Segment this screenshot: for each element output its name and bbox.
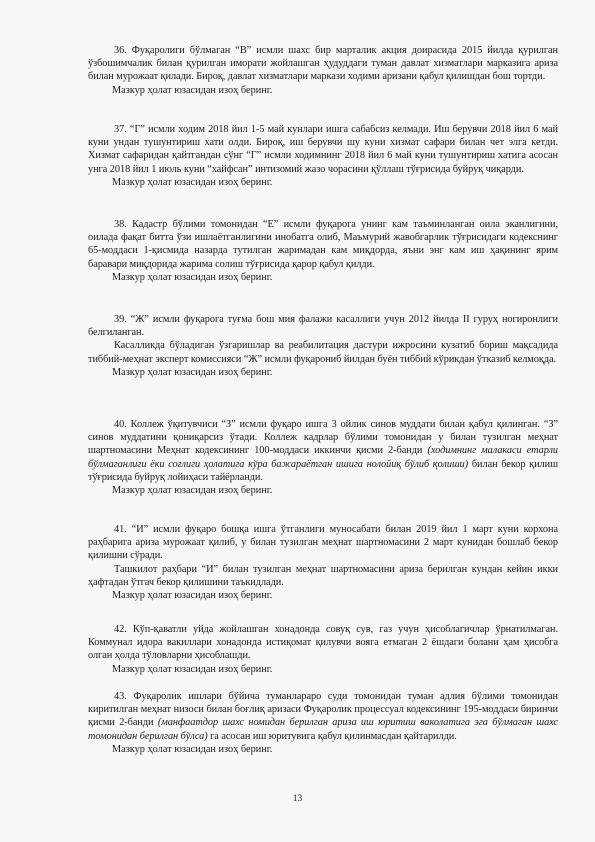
text-run: 38. Кадастр бўлими томонидан “Е” исмли фуқарога унинг кам таъминланган оила эканлигини, оилада фақат битта ўзи ишлаётганлигини инобатга олиб, Маъмурий жавобгарлик тўғрисидаги кодекснинг 65-моддаси 1-қисмида назарда тутилган жаримадан кам миқдорда, яъни энг кам иш ҳақининг ярим баравари миқдорида жарима солиш тўғрисида қарор қабул қилди. bbox=[88, 219, 558, 270]
text-run: га асосан иш юритувига қабул қилинмасдан қайтарилди. bbox=[207, 730, 457, 742]
task-paragraph bbox=[88, 339, 558, 365]
task-instruction: Мазкур ҳолат юзасидан изоҳ беринг. bbox=[112, 743, 273, 755]
task-paragraph bbox=[88, 123, 558, 176]
task-42 bbox=[88, 623, 558, 676]
task-paragraph bbox=[88, 690, 558, 743]
text-run: Касалликда бўладиган ўзгаришлар ва реабилитация дастури ижросини кузатиб бориш мақсадида тиббий-меҳнат эксперт комиссияси “Ж” исмли фуқарониб йилдан буён тиббий кўрикдан ўтказиб келмоқда. bbox=[88, 340, 558, 365]
text-run: 42. Кўп-қаватли уйда жойлашган хонадонда совуқ сув, газ учун ҳисоблагичлар ўрнатилмаган. Коммунал идора вакиллари хонадонда истиқомат қилувчи вояга етмаган 2 ёшдаги болани ҳам ҳисобга олган ҳолда тўловларни ҳисоблашди. bbox=[88, 624, 558, 662]
task-paragraph bbox=[88, 563, 558, 589]
text-run: 41. “И” исмли фуқаро бошқа ишга ўтганлиги муносабати билан 2019 йил 1 март куни корхона раҳбарига ариза мурожаат қилиб, у билан тузилган меҳнат шартномасини 2 март кунидан бошлаб бекор қилишни сўради. bbox=[88, 524, 558, 562]
task-38 bbox=[88, 218, 558, 284]
task-instruction: Мазкур ҳолат юзасидан изоҳ беринг. bbox=[112, 176, 273, 188]
task-paragraph bbox=[88, 313, 558, 339]
task-paragraph bbox=[88, 218, 558, 271]
italic-text: (ходимнинг малакаси етарли бўлмаганлиги ёки соғлиги ҳолатига кўра бажараётган ишига нолойиқ бўлиб қолиши) bbox=[88, 445, 558, 470]
task-instruction: Мазкур ҳолат юзасидан изоҳ беринг. bbox=[112, 366, 273, 378]
task-instruction: Мазкур ҳолат юзасидан изоҳ беринг. bbox=[112, 485, 273, 497]
task-40 bbox=[88, 418, 558, 497]
italic-text: (манфаатдор шахс номидан берилган ариза иш юритиш ваколатига эга бўлмаган шахс томонидан берилган бўлса) bbox=[88, 717, 558, 742]
task-37 bbox=[88, 123, 558, 189]
task-39 bbox=[88, 313, 558, 379]
text-run: Ташкилот раҳбари “И” билан тузилган меҳнат шартномасини ариза берилган кундан кейин икки ҳафтадан ўтгач бекор қилишини таъкидлади. bbox=[88, 563, 558, 588]
text-run: 39. “Ж” исмли фуқарога туғма бош мия фалажи касаллиги учун 2012 йилда II гуруҳ ногиронлиги белгиланган. bbox=[88, 314, 558, 339]
text-run: 37. “Г” исмли ходим 2018 йил 1-5 май кунлари ишга сабабсиз келмади. Иш берувчи 2018 йил 6 май куни ундан тушунтириш хати олди. Бироқ, иш берувчи шу куни хизмат сафари билан чет элга кетди. Хизмат сафаридан қайтгандан сўнг “Г” исмли ходимнинг 2018 йил 6 май куни тушунтириш хатига асосан унга 2018 йил 1 июль куни “хайфсан” интизомий жазо чорасини қўллаш тўғрисида буйруқ чиқарди. bbox=[88, 124, 558, 175]
task-36 bbox=[88, 44, 558, 97]
task-41 bbox=[88, 523, 558, 602]
task-43 bbox=[88, 690, 558, 756]
text-run: 40. Коллеж ўқитувчиси “З” исмли фуқаро ишга 3 ойлик синов муддати билан қабул қилинган. “З” синов муддатини қониқарсиз ўтади. Коллеж кадрлар бўлими томонидан у билан тузилган меҳнат шартномасини Меҳнат кодексининг 100-моддаси иккинчи қисми 2-банди bbox=[88, 419, 558, 457]
task-paragraph bbox=[88, 623, 558, 663]
task-instruction: Мазкур ҳолат юзасидан изоҳ беринг. bbox=[112, 84, 273, 96]
task-instruction: Мазкур ҳолат юзасидан изоҳ беринг. bbox=[112, 663, 273, 675]
task-paragraph bbox=[88, 418, 558, 484]
text-run: 36. Фуқаролиги бўлмаган “В” исмли шахс бир марталик акция доирасида 2015 йилда қурилган ўзбошимчалик билан қурилган иморати жойлашган ҳудуддаги туман давлат хизматлари марказига ариза билан мурожаат қилади. Бироқ, давлат хизматлари маркази ходими аризани қабул қилишдан бош тортди. bbox=[88, 45, 558, 83]
page-number: 13 bbox=[292, 794, 303, 804]
task-instruction: Мазкур ҳолат юзасидан изоҳ беринг. bbox=[112, 271, 273, 283]
text-run: 43. Фуқаролик ишлари бўйича туманлараро суди томонидан туман адлия бўлими томонидан киритилган меҳнат низоси билан боғлиқ аризаси Фуқаролик процессуал кодексининг 195-моддаси биринчи қисми 2-банди bbox=[88, 691, 558, 729]
task-paragraph bbox=[88, 44, 558, 84]
task-paragraph bbox=[88, 523, 558, 563]
task-instruction: Мазкур ҳолат юзасидан изоҳ беринг. bbox=[112, 590, 273, 602]
text-run: билан бекор қилиш тўғрисида буйруқ лойиҳаси тайёрланди. bbox=[88, 458, 558, 483]
